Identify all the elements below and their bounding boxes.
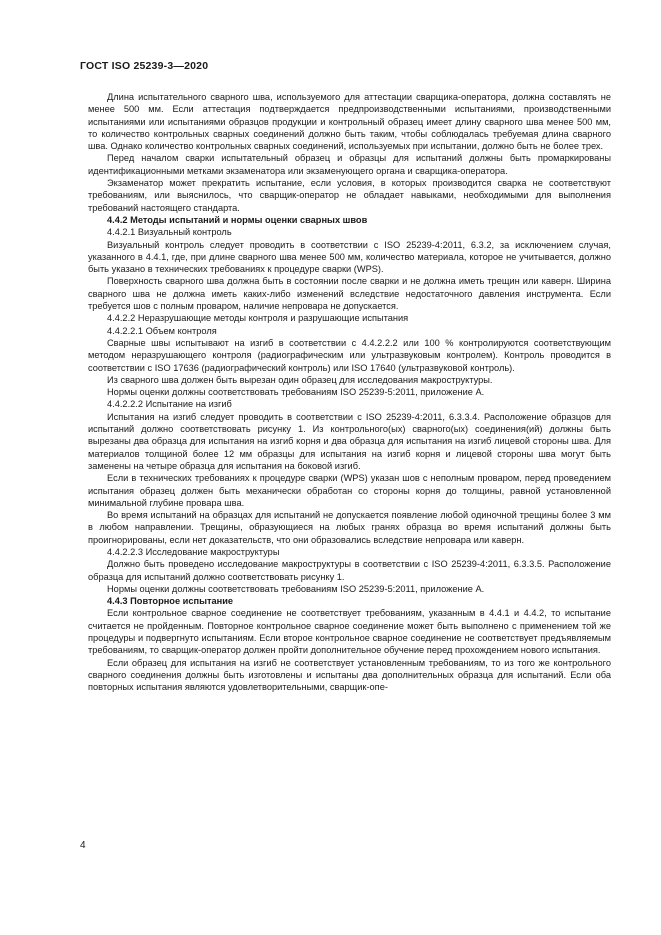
subsection-heading: 4.4.2.2.1 Объем контроля bbox=[107, 325, 217, 336]
document-code-header: ГОСТ ISO 25239-3—2020 bbox=[80, 60, 209, 72]
paragraph: Перед началом сварки испытательный образец и образцы для испытаний должны быть промаркированы идентификационными метками экзаменатора или экзаменующего органа и сварщика-оператора. bbox=[88, 153, 611, 176]
page-number: 4 bbox=[80, 840, 86, 851]
paragraph: Длина испытательного сварного шва, используемого для аттестации сварщика-оператора, должна составлять не менее 500 мм. Если аттестация подтверждается предпроизводственными испытаниями, производственными испытаниями или испытаниями образцов продукции и контрольный образец имеет длину сварного шва менее 500 мм, то количество контрольных сварных соединений должно быть таким, чтобы соблюдалась требуемая длина сварного шва. Однако количество контрольных сварных соединений, используемых при испытании, должно быть не более трех. bbox=[88, 92, 611, 152]
paragraph: Сварные швы испытывают на изгиб в соответствии с 4.4.2.2.2 или 100 % контролируются соответствующим методом неразрушающего контроля (радиографическим или ультразвуковым контролем). Контроль проводится в соответствии с ISO 17636 (радиографический контроль) или ISO 17640 (ультразвуковой контроль). bbox=[88, 337, 611, 373]
subsection-heading: 4.4.2.2.2 Испытание на изгиб bbox=[107, 399, 232, 410]
subsection-heading: 4.4.2.2 Неразрушающие методы контроля и разрушающие испытания bbox=[107, 313, 409, 324]
paragraph: Испытания на изгиб следует проводить в соответствии с ISO 25239-4:2011, 6.3.3.4. Расположение образцов для испытаний должно соответствовать рисунку 1. Из контрольного(ых) сварного(ых) соединения(ий) должны быть вырезаны два образца для испытания на изгиб корня и два образца для испытания на изгиб лицевой стороны шва. Для материалов толщиной более 12 мм образцы для испытания на изгиб корня и лицевой стороны шва могут быть заменены на четыре образца для испытания на боковой изгиб. bbox=[88, 411, 611, 471]
paragraph: Из сварного шва должен быть вырезан один образец для исследования макроструктуры. bbox=[107, 374, 493, 385]
subsection-heading: 4.4.2.1 Визуальный контроль bbox=[107, 227, 232, 238]
paragraph: Экзаменатор может прекратить испытание, если условия, в которых производится сварка не соответствуют требованиям, или выяснилось, что сварщик-оператор не обладает навыками, необходимыми для выполнения требований настоящего стандарта. bbox=[88, 178, 611, 213]
paragraph: Если в технических требованиях к процедуре сварки (WPS) указан шов с неполным проваром, перед проведением испытания образец должен быть механически обработан со стороны корня до толщины, равной установленной минимальной глубине провара шва. bbox=[88, 473, 611, 508]
paragraph: Если образец для испытания на изгиб не соответствует установленным требованиям, то из того же контрольного сварного соединения должны быть изготовлены и испытаны два дополнительных образца для испытаний. Если оба повторных испытания являются удовлетворительными, сварщик-опе- bbox=[88, 657, 611, 693]
section-heading-4-4-2: 4.4.2 Методы испытаний и нормы оценки сварных швов bbox=[107, 214, 368, 225]
paragraph: Должно быть проведено исследование макроструктуры в соответствии с ISO 25239-4:2011, 6.3.3.5. Расположение образца для испытаний должно соответствовать рисунку 1. bbox=[88, 559, 611, 582]
section-heading-4-4-3: 4.4.3 Повторное испытание bbox=[107, 596, 234, 607]
document-body bbox=[88, 91, 611, 694]
paragraph: Поверхность сварного шва должна быть в состоянии после сварки и не должна иметь трещин или каверн. Ширина сварного шва не должна иметь каких-либо изменений вследствие недостаточного давления инструмента. Если требуется шов с полным проваром, наличие непровара не допускается. bbox=[88, 276, 611, 312]
subsection-heading: 4.4.2.2.3 Исследование макроструктуры bbox=[107, 546, 280, 557]
paragraph: Если контрольное сварное соединение не соответствует требованиям, указанным в 4.4.1 и 4.4.2, то испытание считается не пройденным. Повторное контрольное сварное соединение может быть выполнено с применением той же процедуры и подвергнуто испытаниям. Если второе контрольное сварное соединение не соответствует предъявляемым требованиям, то сварщик-оператор должен пройти дополнительное обучение перед прохождением нового испытания. bbox=[88, 608, 611, 656]
paragraph: Во время испытаний на образцах для испытаний не допускается появление любой одиночной трещины более 3 мм в любом направлении. Трещины, образующиеся на любых гранях образца во время испытаний должны быть проигнорированы, если нет доказательств, что они образовались вследствие непровара или каверн. bbox=[88, 510, 611, 545]
paragraph: Нормы оценки должны соответствовать требованиям ISO 25239-5:2011, приложение А. bbox=[107, 583, 485, 594]
paragraph: Визуальный контроль следует проводить в соответствии с ISO 25239-4:2011, 6.3.2, за исключением случая, указанного в 4.4.1, где, при длине сварного шва менее 500 мм, количество материала, которое не учитывается, должно быть указано в технических требованиях к процедуре сварки (WPS). bbox=[88, 239, 611, 275]
paragraph: Нормы оценки должны соответствовать требованиям ISO 25239-5:2011, приложение А. bbox=[107, 387, 485, 398]
